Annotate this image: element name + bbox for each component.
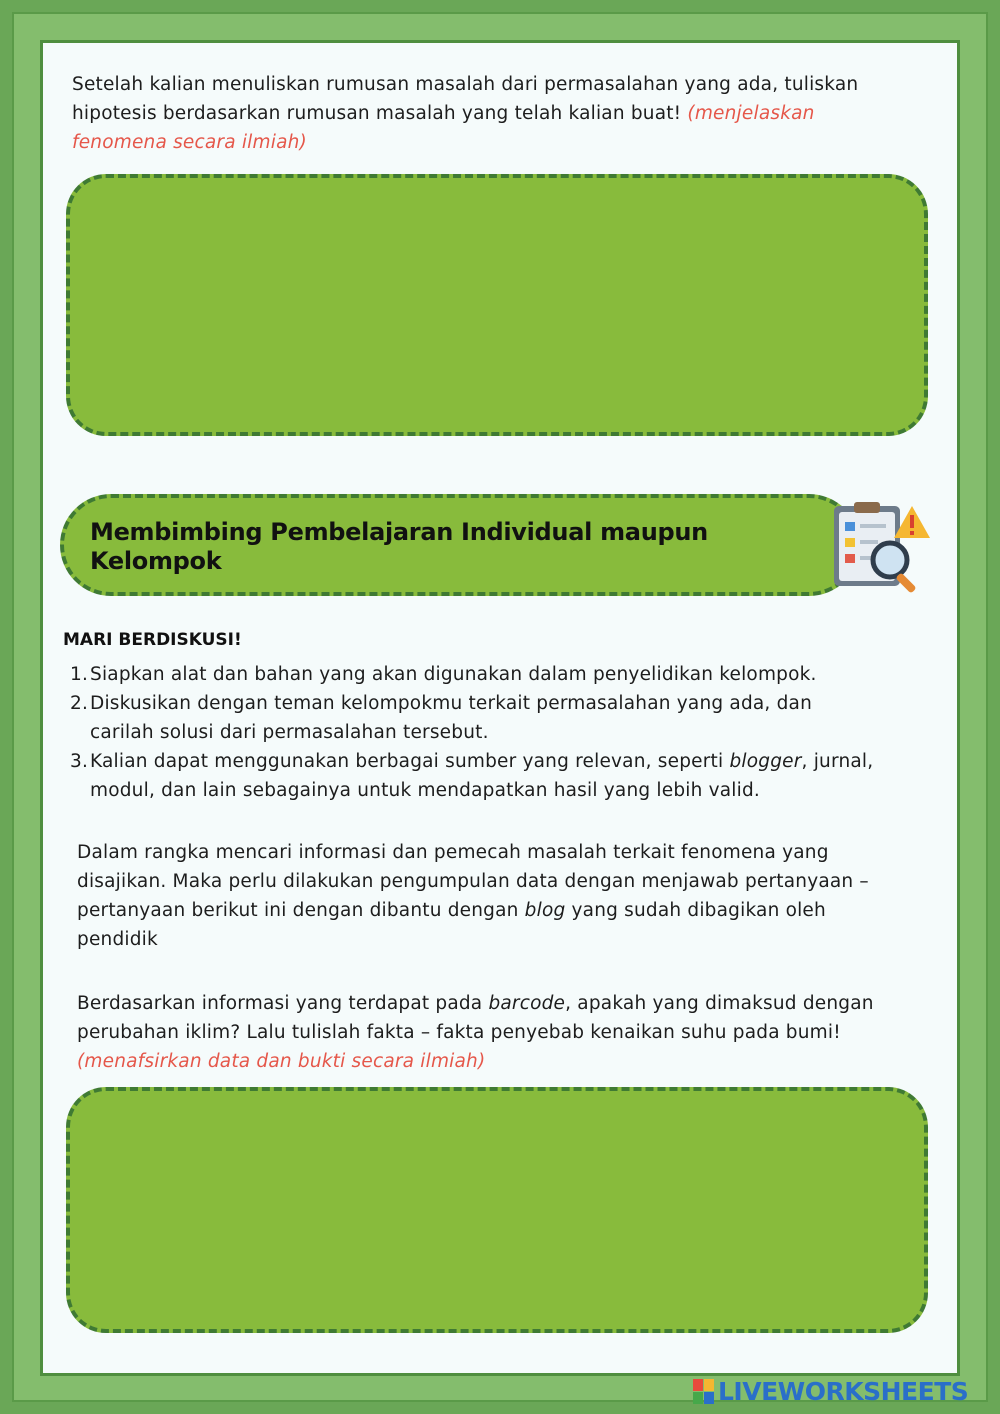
para2-line-1 — [77, 989, 937, 1018]
logo-cube-e — [704, 1392, 714, 1404]
step-3-text-italic: blogger — [729, 751, 802, 772]
step-1-text: Siapkan alat dan bahan yang akan digunakan dalam penyelidikan kelompok. — [90, 664, 817, 685]
step-2-number: 2. — [70, 693, 89, 714]
intro-line-2 — [72, 99, 932, 128]
discussion-steps — [70, 660, 930, 805]
paragraph-info-gathering — [77, 838, 937, 954]
para1-blog-italic: blog — [524, 900, 566, 921]
hypothesis-answer-box[interactable] — [66, 174, 928, 436]
para1-line-3c: yang sudah dibagikan oleh — [571, 900, 826, 921]
liveworksheets-logo[interactable] — [693, 1376, 968, 1406]
intro-skill-note-cont: fenomena secara ilmiah) — [72, 132, 307, 153]
logo-cubes-icon — [693, 1379, 714, 1404]
step-1-number: 1. — [70, 664, 89, 685]
para1-line-4: pendidik — [77, 929, 158, 950]
step-3 — [70, 747, 930, 805]
step-3-text-a: Kalian dapat menggunakan berbagai sumber yang relevan, seperti — [90, 751, 724, 772]
clipboard-search-icon — [830, 500, 932, 598]
para2-skill-note: (menafsirkan data dan bukti secara ilmiah) — [77, 1051, 486, 1072]
logo-cube-l — [693, 1379, 703, 1391]
intro-line-2-text: hipotesis berdasarkan rumusan masalah yang telah kalian buat! — [72, 103, 682, 124]
para1-line-3a: pertanyaan berikut ini dengan dibantu dengan — [77, 900, 519, 921]
para2-line-1c: , apakah yang dimaksud dengan — [565, 993, 874, 1014]
discussion-heading: MARI BERDISKUSI! — [63, 630, 242, 650]
intro-skill-note: (menjelaskan — [687, 103, 815, 124]
step-3-number: 3. — [70, 751, 89, 772]
para1-line-3 — [77, 896, 937, 925]
para1-line-1: Dalam rangka mencari informasi dan pemecah masalah terkait fenomena yang — [77, 842, 829, 863]
step-3-text-line-2: modul, dan lain sebagainya untuk mendapatkan hasil yang lebih valid. — [90, 780, 761, 801]
intro-text — [72, 70, 932, 157]
step-2-text-line-2: carilah solusi dari permasalahan tersebut. — [90, 722, 489, 743]
para2-line-2: perubahan iklim? Lalu tulislah fakta – fakta penyebab kenaikan suhu pada bumi! — [77, 1022, 841, 1043]
intro-line-1: Setelah kalian menuliskan rumusan masalah dari permasalahan yang ada, tuliskan — [72, 74, 859, 95]
logo-text: LIVEWORKSHEETS — [718, 1376, 969, 1406]
paragraph-question — [77, 989, 937, 1076]
para2-line-1a: Berdasarkan informasi yang terdapat pada — [77, 993, 483, 1014]
logo-cube-i — [704, 1379, 714, 1391]
logo-cube-v — [693, 1392, 703, 1404]
para1-line-2: disajikan. Maka perlu dilakukan pengumpulan data dengan menjawab pertanyaan – — [77, 871, 869, 892]
step-3-text-line-1 — [90, 747, 930, 776]
step-2-text-line-1: Diskusikan dengan teman kelompokmu terkait permasalahan yang ada, dan — [90, 693, 812, 714]
para2-barcode-italic: barcode — [488, 993, 566, 1014]
banner-title: Membimbing Pembelajaran Individual maupun Kelompok — [90, 518, 708, 575]
step-2 — [70, 689, 930, 747]
step-1 — [70, 660, 930, 689]
step-3-text-b: , jurnal, — [801, 751, 874, 772]
climate-change-answer-box[interactable] — [66, 1087, 928, 1333]
